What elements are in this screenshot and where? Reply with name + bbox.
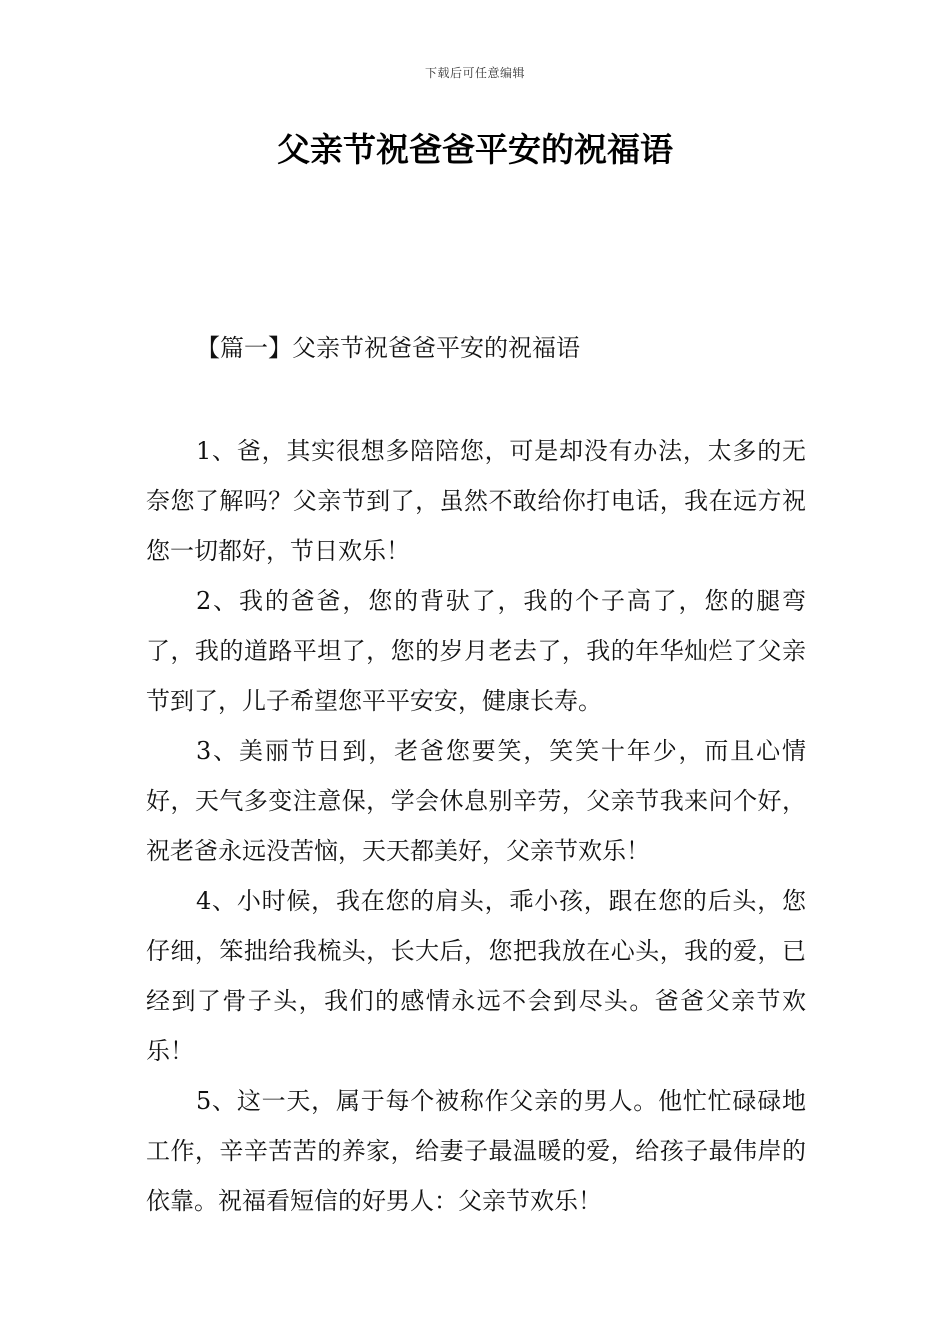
paragraph-1: 1、爸，其实很想多陪陪您，可是却没有办法，太多的无奈您了解吗？父亲节到了，虽然不敢给你打电话，我在远方祝您一切都好，节日欢乐！ [146, 437, 806, 565]
paragraph-4: 4、小时候，我在您的肩头，乖小孩，跟在您的后头，您仔细，笨拙给我梳头，长大后，您把我放在心头，我的爱，已经到了骨子头，我们的感情永远不会到尽头。爸爸父亲节欢乐！ [146, 887, 806, 1065]
body-text [146, 426, 806, 1226]
paragraph-2: 2、我的爸爸，您的背驮了，我的个子高了，您的腿弯了，我的道路平坦了，您的岁月老去了，我的年华灿烂了父亲节到了，儿子希望您平平安安，健康长寿。 [146, 587, 806, 715]
section-heading: 【篇一】父亲节祝爸爸平安的祝福语 [196, 334, 580, 362]
document-title: 父亲节祝爸爸平安的祝福语 [277, 130, 673, 169]
paragraph-3: 3、美丽节日到，老爸您要笑，笑笑十年少，而且心情好，天气多变注意保，学会休息别辛劳，父亲节我来问个好，祝老爸永远没苦恼，天天都美好，父亲节欢乐！ [146, 737, 806, 865]
header-note: 下载后可任意编辑 [424, 66, 525, 80]
paragraph-5: 5、这一天，属于每个被称作父亲的男人。他忙忙碌碌地工作，辛辛苦苦的养家，给妻子最温暖的爱，给孩子最伟岸的依靠。祝福看短信的好男人：父亲节欢乐！ [146, 1087, 806, 1215]
